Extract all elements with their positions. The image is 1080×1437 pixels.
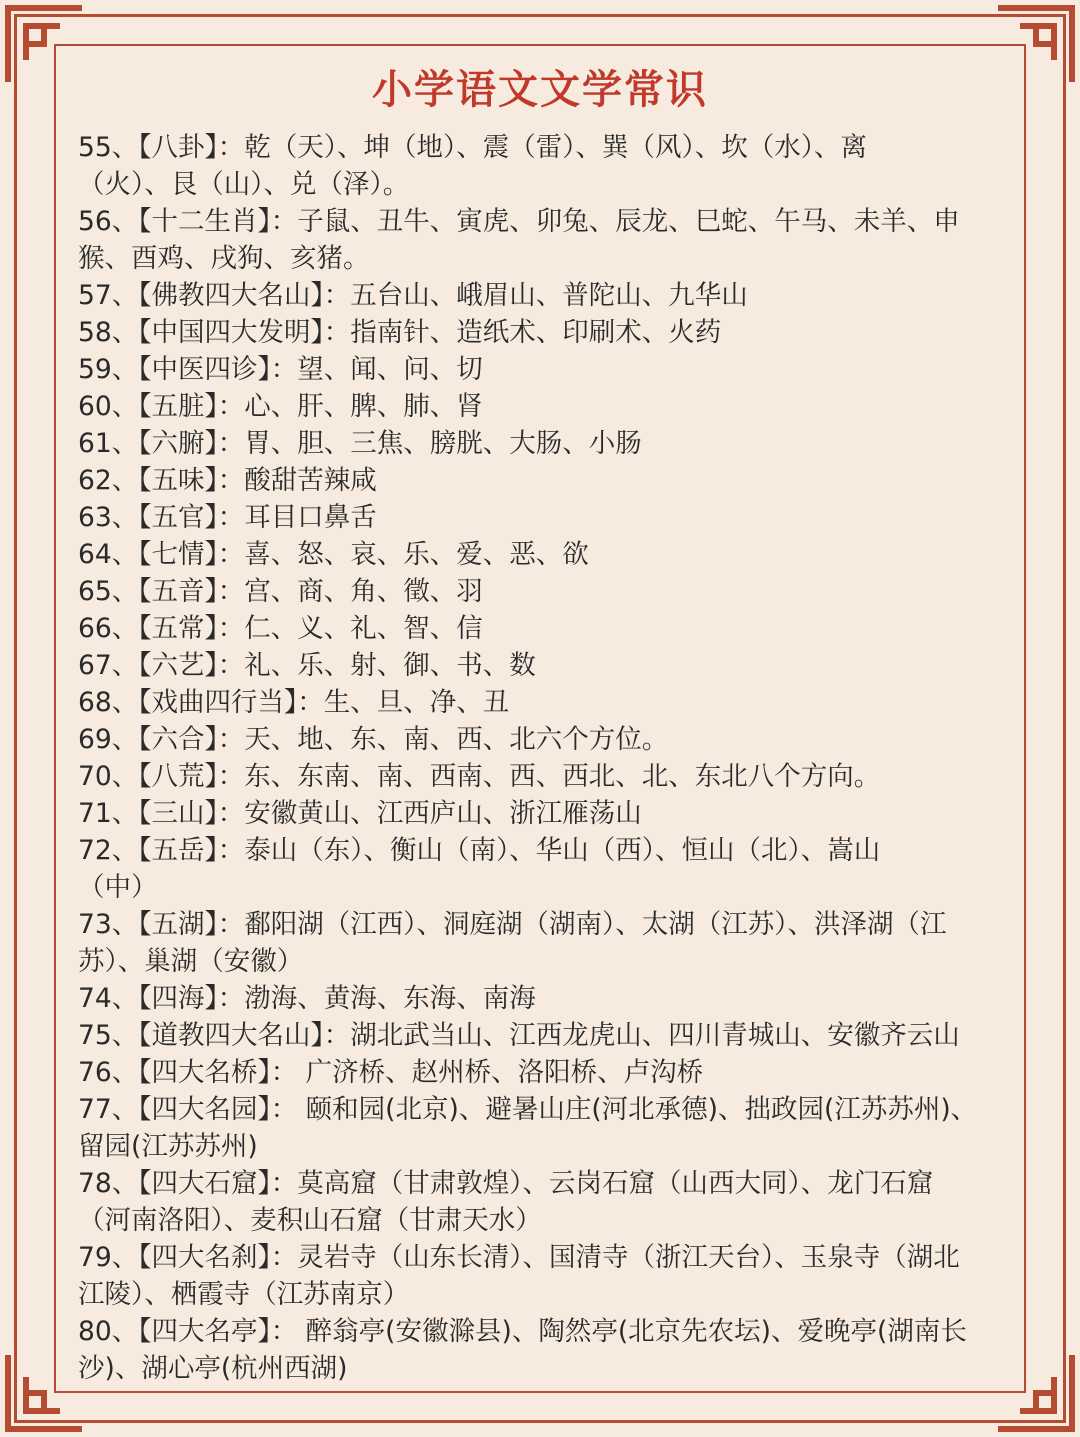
list-line: 77、【四大名园】： 颐和园(北京)、避暑山庄(河北承德)、拙政园(江苏苏州)、 xyxy=(78,1094,978,1125)
list-line: （河南洛阳）、麦积山石窟（甘肃天水） xyxy=(78,1205,542,1236)
list-line: （中） xyxy=(78,872,158,903)
corner-ornament-bottom-left xyxy=(0,1347,90,1437)
list-line: 73、【五湖】：鄱阳湖（江西）、洞庭湖（湖南）、太湖（江苏）、洪泽湖（江 xyxy=(78,909,947,940)
list-line: 沙)、湖心亭(杭州西湖) xyxy=(78,1353,348,1384)
list-line: 江陵）、栖霞寺（江苏南京） xyxy=(78,1279,410,1310)
list-line: 70、【八荒】：东、东南、南、西南、西、西北、北、东北八个方向。 xyxy=(78,761,881,792)
list-line: 65、【五音】：宫、商、角、徵、羽 xyxy=(78,576,483,607)
list-line: 74、【四海】：渤海、黄海、东海、南海 xyxy=(78,983,536,1014)
list-line: （火）、艮（山）、兑（泽）。 xyxy=(78,169,410,200)
list-line: 71、【三山】：安徽黄山、江西庐山、浙江雁荡山 xyxy=(78,798,642,829)
list-line: 62、【五味】：酸甜苦辣咸 xyxy=(78,465,377,496)
list-line: 59、【中医四诊】：望、闻、问、切 xyxy=(78,354,483,385)
list-line: 留园(江苏苏州) xyxy=(78,1131,258,1162)
list-line: 63、【五官】：耳目口鼻舌 xyxy=(78,502,377,533)
list-line: 78、【四大石窟】：莫高窟（甘肃敦煌）、云岗石窟（山西大同）、龙门石窟 xyxy=(78,1168,934,1199)
list-line: 68、【戏曲四行当】：生、旦、净、丑 xyxy=(78,687,510,718)
list-line: 60、【五脏】：心、肝、脾、肺、肾 xyxy=(78,391,483,422)
knowledge-list xyxy=(78,129,1016,1387)
list-line: 苏）、巢湖（安徽） xyxy=(78,946,304,977)
list-line: 58、【中国四大发明】：指南针、造纸术、印刷术、火药 xyxy=(78,317,722,348)
list-line: 56、【十二生肖】：子鼠、丑牛、寅虎、卯兔、辰龙、巳蛇、午马、未羊、申 xyxy=(78,206,960,237)
list-line: 79、【四大名刹】：灵岩寺（山东长清）、国清寺（浙江天台）、玉泉寺（湖北 xyxy=(78,1242,960,1273)
list-line: 72、【五岳】：泰山（东）、衡山（南）、华山（西）、恒山（北）、嵩山 xyxy=(78,835,881,866)
list-line: 69、【六合】：天、地、东、南、西、北六个方位。 xyxy=(78,724,669,755)
list-line: 67、【六艺】：礼、乐、射、御、书、数 xyxy=(78,650,536,681)
list-line: 75、【道教四大名山】：湖北武当山、江西龙虎山、四川青城山、安徽齐云山 xyxy=(78,1020,960,1051)
list-line: 57、【佛教四大名山】：五台山、峨眉山、普陀山、九华山 xyxy=(78,280,748,311)
list-line: 61、【六腑】：胃、胆、三焦、膀胱、大肠、小肠 xyxy=(78,428,642,459)
list-line: 66、【五常】：仁、义、礼、智、信 xyxy=(78,613,483,644)
page-title: 小学语文文学常识 xyxy=(372,66,708,113)
list-line: 猴、酉鸡、戌狗、亥猪。 xyxy=(78,243,370,274)
list-line: 55、【八卦】：乾（天）、坤（地）、震（雷）、巽（风）、坎（水）、离 xyxy=(78,132,867,163)
list-line: 80、【四大名亭】： 醉翁亭(安徽滁县)、陶然亭(北京先农坛)、爱晚亭(湖南长 xyxy=(78,1316,967,1347)
list-line: 76、【四大名桥】： 广济桥、赵州桥、洛阳桥、卢沟桥 xyxy=(78,1057,704,1088)
list-line: 64、【七情】：喜、怒、哀、乐、爱、恶、欲 xyxy=(78,539,589,570)
